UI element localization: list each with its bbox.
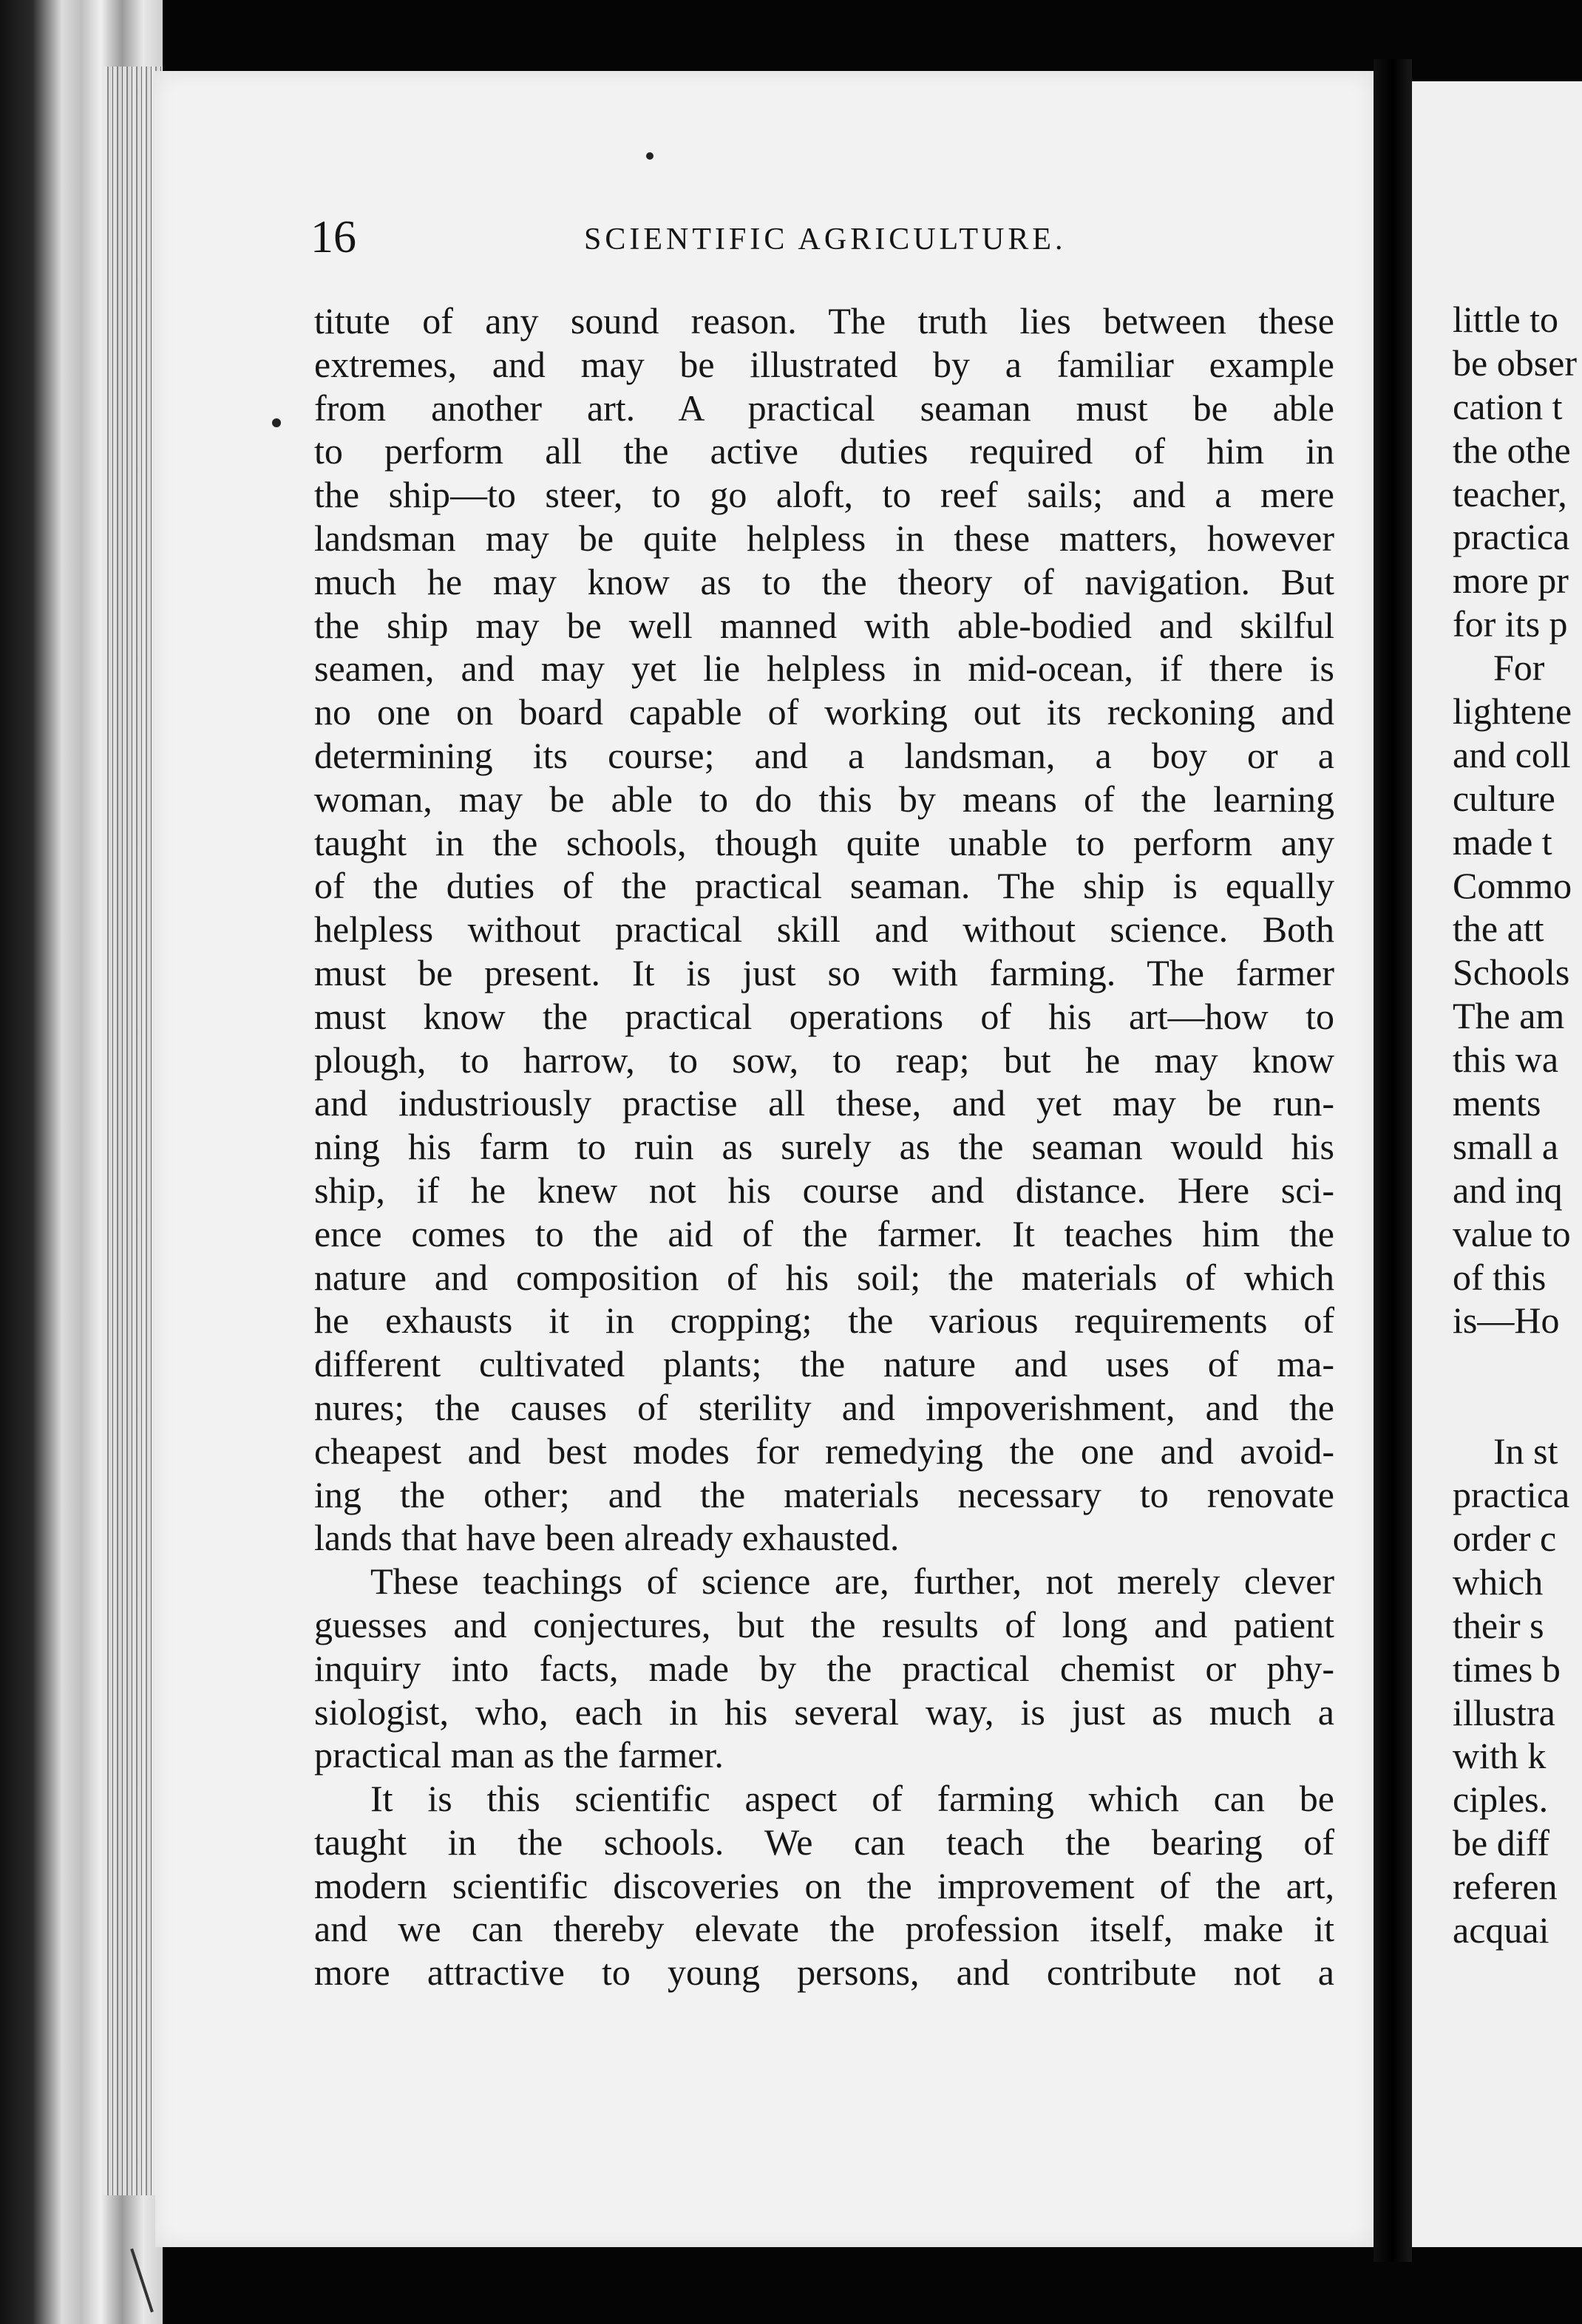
text-line: must be present. It is just so with farming. The farmer <box>314 951 1334 993</box>
facing-text-line: cation t <box>1453 385 1563 427</box>
text-line: no one on board capable of working out its reckoning and <box>314 691 1334 733</box>
text-line: ship, if he knew not his course and distance. Here sci- <box>314 1169 1334 1211</box>
text-line: to perform all the active duties required of him in <box>314 430 1334 472</box>
text-line: he exhausts it in cropping; the various requirements of <box>314 1299 1334 1342</box>
text-line: plough, to harrow, to sow, to reap; but he may know <box>314 1039 1334 1081</box>
text-line: practical man as the farmer. <box>314 1734 724 1776</box>
facing-text-line: value to <box>1453 1212 1571 1254</box>
facing-text-line: In st <box>1493 1430 1558 1472</box>
facing-text-line: ciples. <box>1453 1778 1549 1821</box>
facing-text-line: this wa <box>1453 1039 1559 1081</box>
text-line: woman, may be able to do this by means of the learning <box>314 778 1334 820</box>
text-line: ning his farm to ruin as surely as the seaman would his <box>314 1126 1334 1168</box>
text-line: nures; the causes of sterility and impoverishment, and the <box>314 1386 1334 1428</box>
text-line: from another art. A practical seaman must be able <box>314 387 1334 429</box>
text-line: landsman may be quite helpless in these matters, however <box>314 517 1334 559</box>
facing-text-line: and coll <box>1453 733 1571 775</box>
facing-text-line: The am <box>1453 995 1565 1037</box>
print-speck <box>272 418 281 427</box>
text-line: modern scientific discoveries on the improvement of the art, <box>314 1864 1334 1906</box>
facing-text-line: small a <box>1453 1125 1559 1167</box>
facing-text-line: acquai <box>1453 1909 1549 1951</box>
facing-text-line: order c <box>1453 1517 1557 1559</box>
text-line: lands that have been already exhausted. <box>314 1517 900 1559</box>
facing-text-line: more pr <box>1453 560 1569 602</box>
facing-text-line: little to <box>1453 299 1559 340</box>
text-line: of the duties of the practical seaman. The ship is equally <box>314 865 1334 907</box>
facing-text-line <box>1453 1386 1577 1430</box>
facing-text-line: the othe <box>1453 429 1571 471</box>
text-line: inquiry into facts, made by the practical chemist or phy- <box>314 1647 1334 1689</box>
text-line: It is this scientific aspect of farming which can be <box>370 1778 1334 1820</box>
facing-text-line: for its p <box>1453 603 1568 645</box>
text-line: guesses and conjectures, but the results of long and patient <box>314 1603 1334 1645</box>
facing-page-text <box>1453 298 1577 1952</box>
page-header <box>310 211 1345 263</box>
facing-text-line: culture <box>1453 777 1555 819</box>
text-line: titute of any sound reason. The truth lies between these <box>314 300 1334 342</box>
text-line: the ship—to steer, to go aloft, to reef sails; and a mere <box>314 474 1334 516</box>
facing-text-line: Commo <box>1453 864 1572 906</box>
page-number: 16 <box>310 212 356 262</box>
facing-text-line: and inq <box>1453 1169 1563 1211</box>
facing-text-line: Schools <box>1453 951 1570 993</box>
facing-text-line: teacher, <box>1453 472 1567 514</box>
text-line: different cultivated plants; the nature and uses of ma- <box>314 1343 1334 1385</box>
facing-text-line: their s <box>1453 1604 1544 1646</box>
text-line: and we can thereby elevate the profession itself, make it <box>314 1908 1334 1950</box>
text-line: cheapest and best modes for remedying the one and avoid- <box>314 1430 1334 1472</box>
facing-page-fragment <box>1412 81 1582 2247</box>
facing-text-line: For <box>1493 647 1545 689</box>
text-line: ence comes to the aid of the farmer. It teaches him the <box>314 1212 1334 1254</box>
text-line: determining its course; and a landsman, a boy or a <box>314 734 1334 776</box>
page-edge-stack <box>103 67 163 2195</box>
text-line: much he may know as to the theory of navigation. But <box>314 560 1334 602</box>
text-line: siologist, who, each in his several way, is just as much a <box>314 1691 1334 1733</box>
facing-text-line: which <box>1453 1560 1544 1603</box>
text-line: and industriously practise all these, and yet may be run- <box>314 1082 1334 1124</box>
text-line: taught in the schools, though quite unable to perform any <box>314 821 1334 863</box>
text-line: These teachings of science are, further, not merely clever <box>370 1560 1334 1603</box>
facing-text-line: the att <box>1453 908 1544 950</box>
text-line: more attractive to young persons, and contribute not a <box>314 1951 1334 1994</box>
facing-text-line: lightene <box>1453 690 1572 733</box>
facing-text-line: with k <box>1453 1735 1547 1777</box>
facing-text-line: illustra <box>1453 1691 1555 1733</box>
facing-text-line: times b <box>1453 1648 1561 1690</box>
facing-text-line: made t <box>1453 820 1552 863</box>
facing-text-line: of this <box>1453 1256 1547 1298</box>
facing-text-line: is—Ho <box>1453 1299 1560 1342</box>
text-line: must know the practical operations of his art—how to <box>314 995 1334 1037</box>
facing-text-line: be obser <box>1453 342 1577 384</box>
facing-text-line: referen <box>1453 1866 1558 1908</box>
body-text <box>314 299 1334 1994</box>
text-line: seamen, and may yet lie helpless in mid-ocean, if there is <box>314 648 1334 690</box>
facing-text-line: practica <box>1453 516 1570 558</box>
facing-text-line: practica <box>1453 1474 1570 1516</box>
text-line: helpless without practical skill and without science. Both <box>314 908 1334 951</box>
text-line: taught in the schools. We can teach the bearing of <box>314 1821 1334 1863</box>
text-line: extremes, and may be illustrated by a familiar example <box>314 343 1334 385</box>
print-speck <box>646 152 653 160</box>
book-gutter <box>1374 59 1412 2262</box>
text-line: ing the other; and the materials necessary to renovate <box>314 1473 1334 1515</box>
text-line: the ship may be well manned with able-bodied and skilful <box>314 604 1334 646</box>
running-title: SCIENTIFIC AGRICULTURE. <box>584 222 1067 256</box>
facing-text-line: be diff <box>1453 1822 1549 1864</box>
facing-text-line: ments <box>1453 1082 1541 1124</box>
text-line: nature and composition of his soil; the materials of which <box>314 1256 1334 1298</box>
facing-text-line <box>1453 1342 1577 1386</box>
